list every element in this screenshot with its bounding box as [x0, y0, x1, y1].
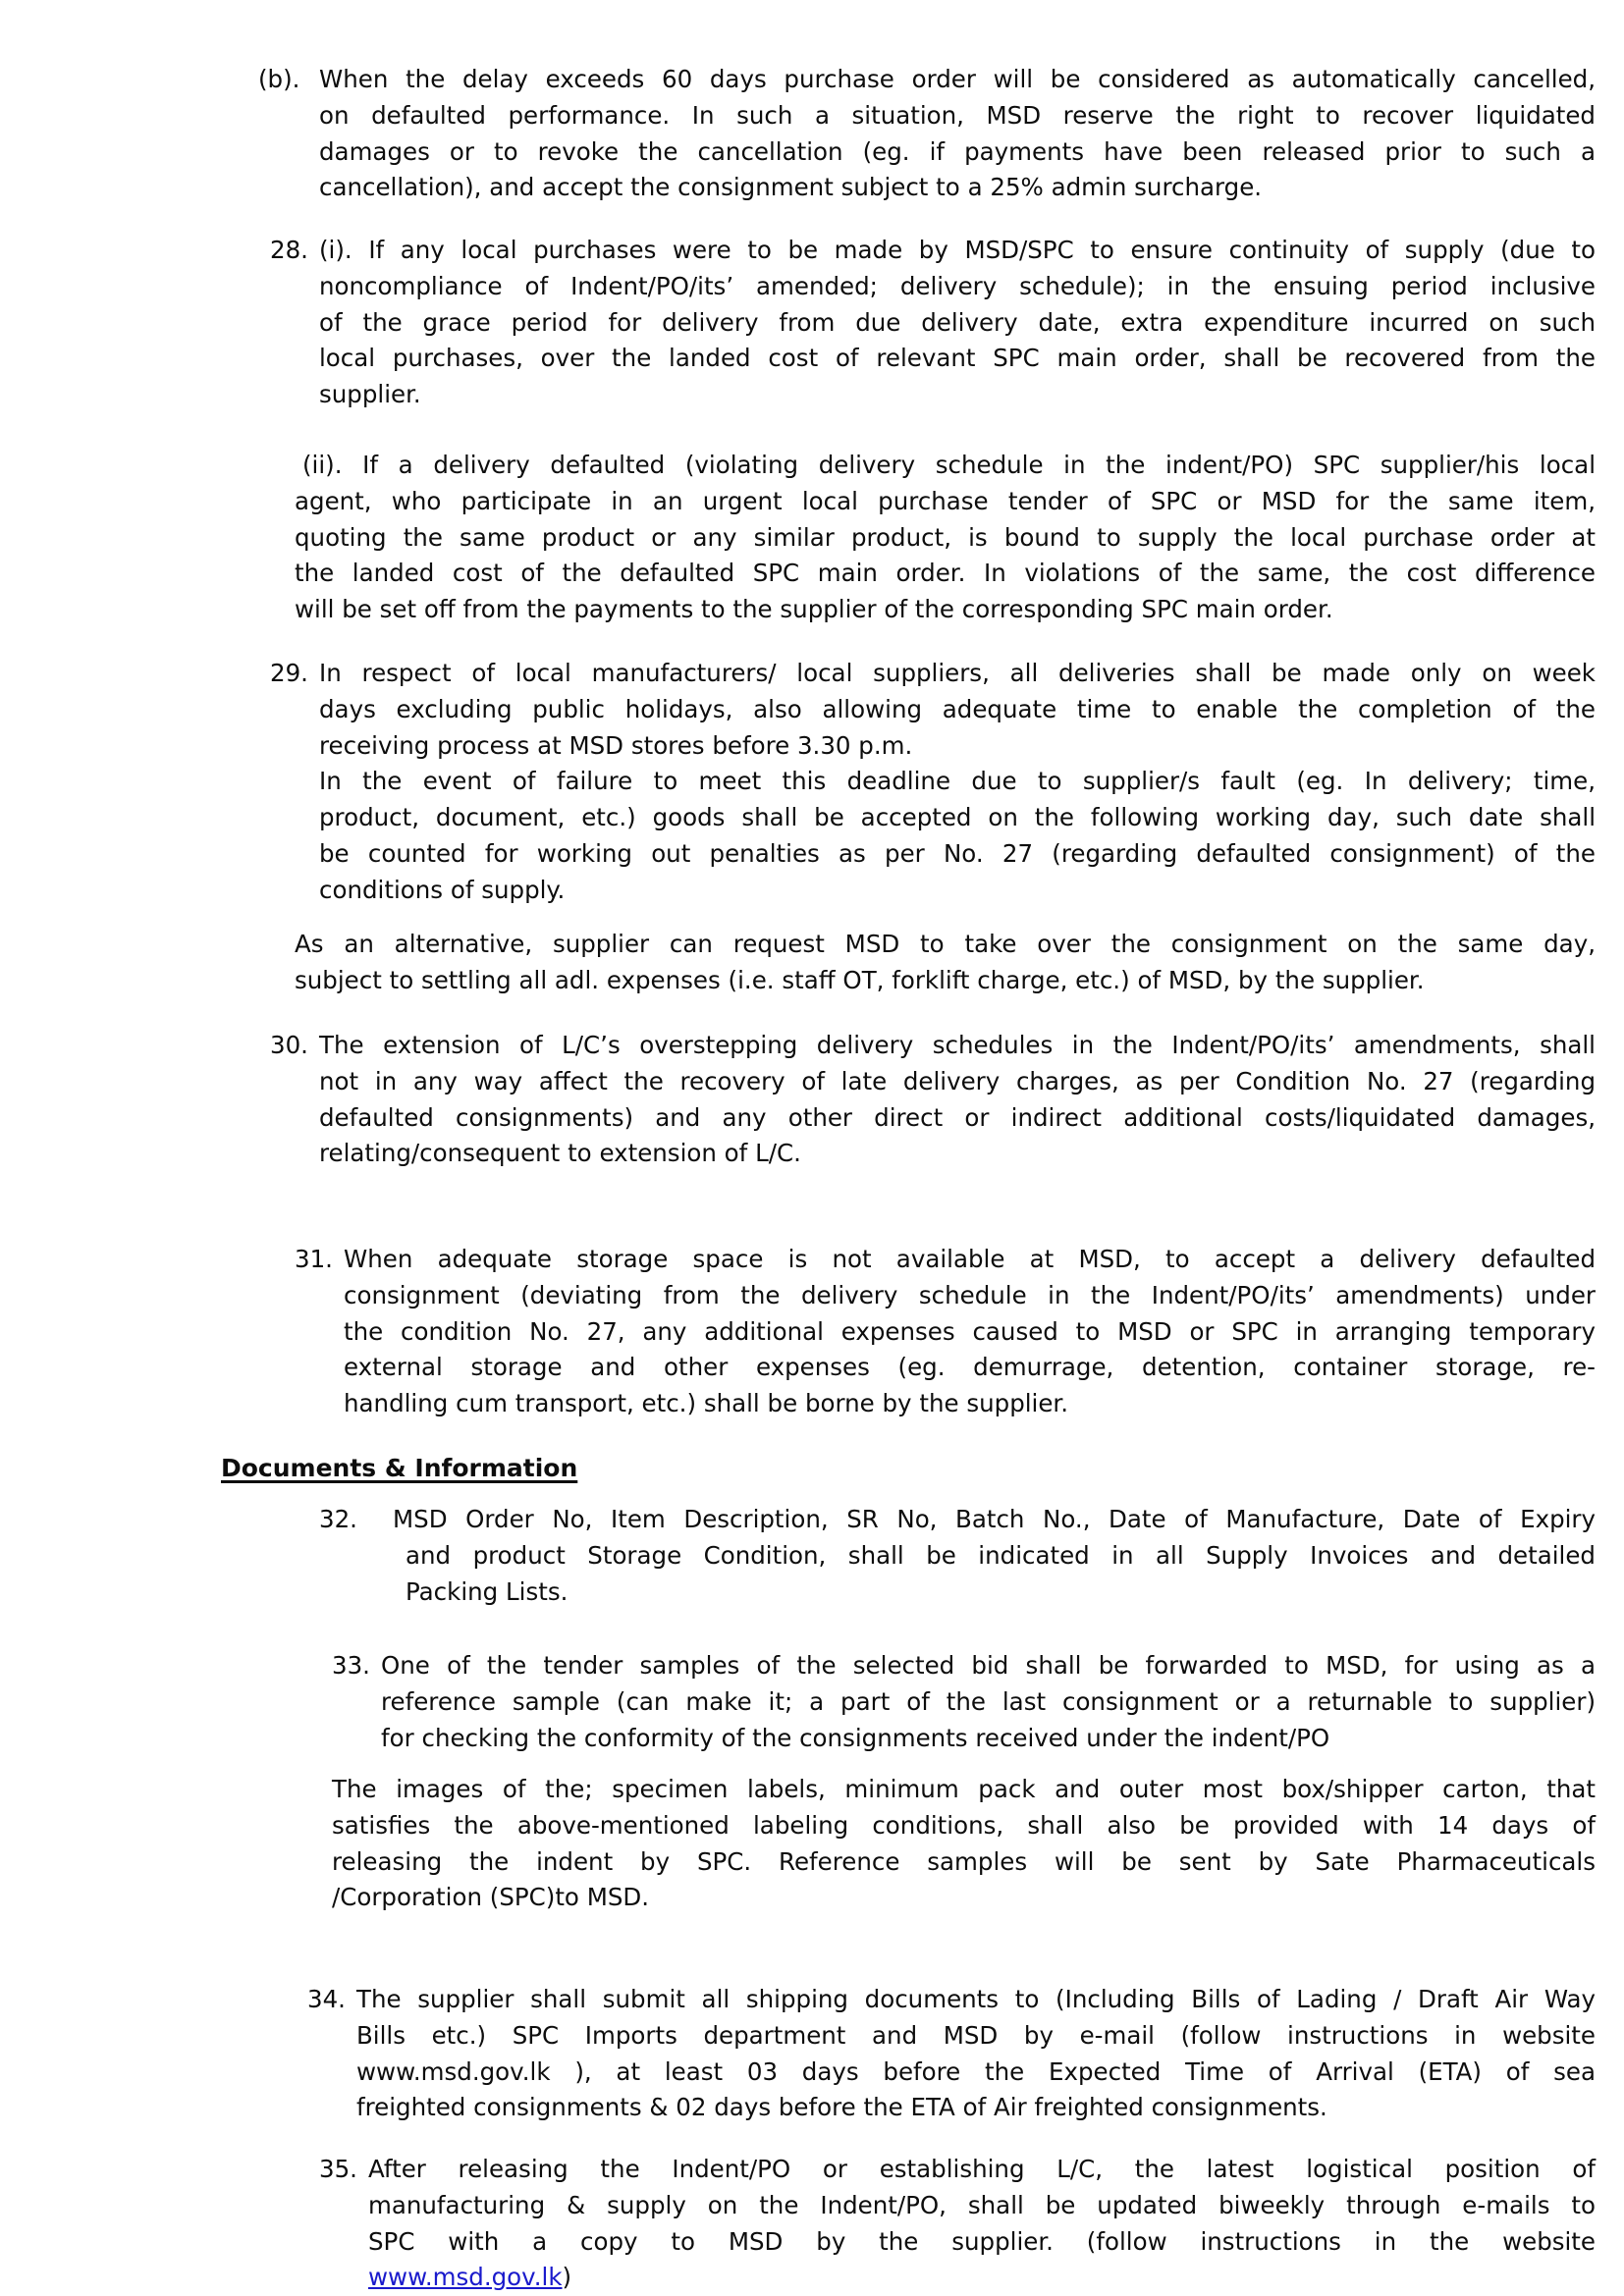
text-line: noncompliance of Indent/PO/its’ amended; delivery schedule); in the ensuing period inclusive [319, 271, 1596, 300]
text-line: (i). If any local purchases were to be made by MSD/SPC to ensure continuity of supply (due to [319, 236, 1596, 264]
clause-34 [356, 1982, 1596, 2126]
text-line: receiving process at MSD stores before 3.30 p.m. [319, 730, 913, 760]
clause-32 [393, 1502, 1596, 1610]
section-heading-documents-information: Documents & Information [221, 1454, 578, 1482]
text-line: of the grace period for delivery from due delivery date, extra expenditure incurred on such [319, 307, 1596, 337]
text-line: www.msd.gov.lk ), at least 03 days before the Expected Time of Arrival (ETA) of sea [356, 2056, 1596, 2086]
text-line: After releasing the Indent/PO or establishing L/C, the latest logistical position of [368, 2155, 1596, 2183]
text-line: consignment (deviating from the delivery schedule in the Indent/PO/its’ amendments) under [344, 1280, 1596, 1309]
text-line: days excluding public holidays, also allowing adequate time to enable the completion of the [319, 694, 1596, 723]
clause-33 [381, 1648, 1596, 1756]
text-line: When the delay exceeds 60 days purchase order will be considered as automatically cancelled, [319, 65, 1596, 93]
clause-31 [344, 1242, 1596, 1422]
text-line: SPC with a copy to MSD by the supplier. (follow instructions in the website [368, 2226, 1596, 2256]
clause-29 [319, 656, 1596, 909]
text-line: subject to settling all adl. expenses (i.e. staff OT, forklift charge, etc.) of MSD, by the supplier. [295, 965, 1425, 994]
clause-32-number: 32. [319, 1505, 357, 1533]
text-line: (ii). If a delivery defaulted (violating delivery schedule in the indent/PO) SPC supplier/his local [302, 451, 1596, 479]
text-line: quoting the same product or any similar product, is bound to supply the local purchase order at [295, 522, 1596, 552]
text-line: defaulted consignments) and any other direct or indirect additional costs/liquidated damages, [319, 1102, 1596, 1132]
text-line: will be set off from the payments to the supplier of the corresponding SPC main order. [295, 595, 1333, 624]
text-line: In respect of local manufacturers/ local suppliers, all deliveries shall be made only on week [319, 659, 1596, 687]
text-line: The supplier shall submit all shipping documents to (Including Bills of Lading / Draft Air Way [356, 1985, 1596, 2013]
clause-28-part-ii [295, 448, 1596, 628]
msd-website-link[interactable]: www.msd.gov.lk [368, 2263, 563, 2291]
text-line: not in any way affect the recovery of late delivery charges, as per Condition No. 27 (regarding [319, 1066, 1596, 1095]
text-line: freighted consignments & 02 days before the ETA of Air freighted consignments. [356, 2093, 1327, 2122]
clause-33-number: 33. [332, 1651, 370, 1680]
clause-33-images [332, 1772, 1596, 1916]
text-line: for checking the conformity of the consignments received under the indent/PO [381, 1723, 1330, 1752]
text-line: One of the tender samples of the selected bid shall be forwarded to MSD, for using as a [381, 1651, 1596, 1680]
text-line: MSD Order No, Item Description, SR No, Batch No., Date of Manufacture, Date of Expiry [393, 1505, 1596, 1533]
text-line: external storage and other expenses (eg. demurrage, detention, container storage, re- [344, 1353, 1596, 1382]
clause-27b [319, 62, 1596, 206]
text-line: relating/consequent to extension of L/C. [319, 1139, 801, 1168]
clause-29-alternative [295, 927, 1596, 999]
text-line: handling cum transport, etc.) shall be borne by the supplier. [344, 1389, 1069, 1418]
text-line: cancellation), and accept the consignment subject to a 25% admin surcharge. [319, 173, 1263, 202]
clause-28-number: 28. [270, 236, 308, 264]
text-line: In the event of failure to meet this deadline due to supplier/s fault (eg. In delivery; time, [319, 767, 1596, 796]
text-line: local purchases, over the landed cost of relevant SPC main order, shall be recovered from the [319, 344, 1596, 373]
text-line: manufacturing & supply on the Indent/PO, shall be updated biweekly through e-mails to [368, 2190, 1596, 2219]
link-suffix: ) [562, 2263, 572, 2291]
clause-35-number: 35. [319, 2155, 357, 2183]
text-line: product, document, etc.) goods shall be accepted on the following working day, such date shall [319, 803, 1596, 832]
text-line: reference sample (can make it; a part of the last consignment or a returnable to supplier) [381, 1686, 1596, 1716]
text-line: supplier. [319, 380, 421, 409]
clause-35-link-line [368, 2260, 1596, 2296]
clause-29-number: 29. [270, 659, 308, 687]
clause-30-number: 30. [270, 1031, 308, 1059]
text-line: When adequate storage space is not available at MSD, to accept a delivery defaulted [344, 1245, 1596, 1273]
text-line: satisfies the above-mentioned labeling conditions, shall also be provided with 14 days of [332, 1810, 1596, 1840]
text-line: /Corporation (SPC)to MSD. [332, 1883, 650, 1912]
text-line: the landed cost of the defaulted SPC main order. In violations of the same, the cost difference [295, 559, 1596, 588]
text-line: releasing the indent by SPC. Reference samples will be sent by Sate Pharmaceuticals [332, 1846, 1596, 1876]
text-line: damages or to revoke the cancellation (eg. if payments have been released prior to such a [319, 136, 1596, 166]
clause-28-part-i [319, 233, 1596, 413]
clause-30 [319, 1028, 1596, 1172]
text-line: The images of the; specimen labels, minimum pack and outer most box/shipper carton, that [332, 1775, 1596, 1803]
text-line: Bills etc.) SPC Imports department and MSD by e-mail (follow instructions in website [356, 2020, 1596, 2050]
text-line: and product Storage Condition, shall be indicated in all Supply Invoices and detailed [406, 1540, 1596, 1570]
text-line: agent, who participate in an urgent local purchase tender of SPC or MSD for the same item, [295, 486, 1596, 515]
text-line: The extension of L/C’s overstepping delivery schedules in the Indent/PO/its’ amendments, shall [319, 1031, 1596, 1059]
text-line: conditions of supply. [319, 875, 566, 904]
text-line: the condition No. 27, any additional expenses caused to MSD or SPC in arranging temporary [344, 1316, 1596, 1346]
text-line: on defaulted performance. In such a situation, MSD reserve the right to recover liquidated [319, 100, 1596, 130]
clause-27b-label: (b). [258, 65, 300, 93]
clause-35 [368, 2152, 1596, 2260]
clause-34-number: 34. [307, 1985, 346, 2013]
clause-31-number: 31. [295, 1245, 333, 1273]
text-line: Packing Lists. [406, 1576, 568, 1606]
text-line: As an alternative, supplier can request MSD to take over the consignment on the same day, [295, 930, 1596, 958]
text-line: be counted for working out penalties as per No. 27 (regarding defaulted consignment) of the [319, 838, 1596, 868]
